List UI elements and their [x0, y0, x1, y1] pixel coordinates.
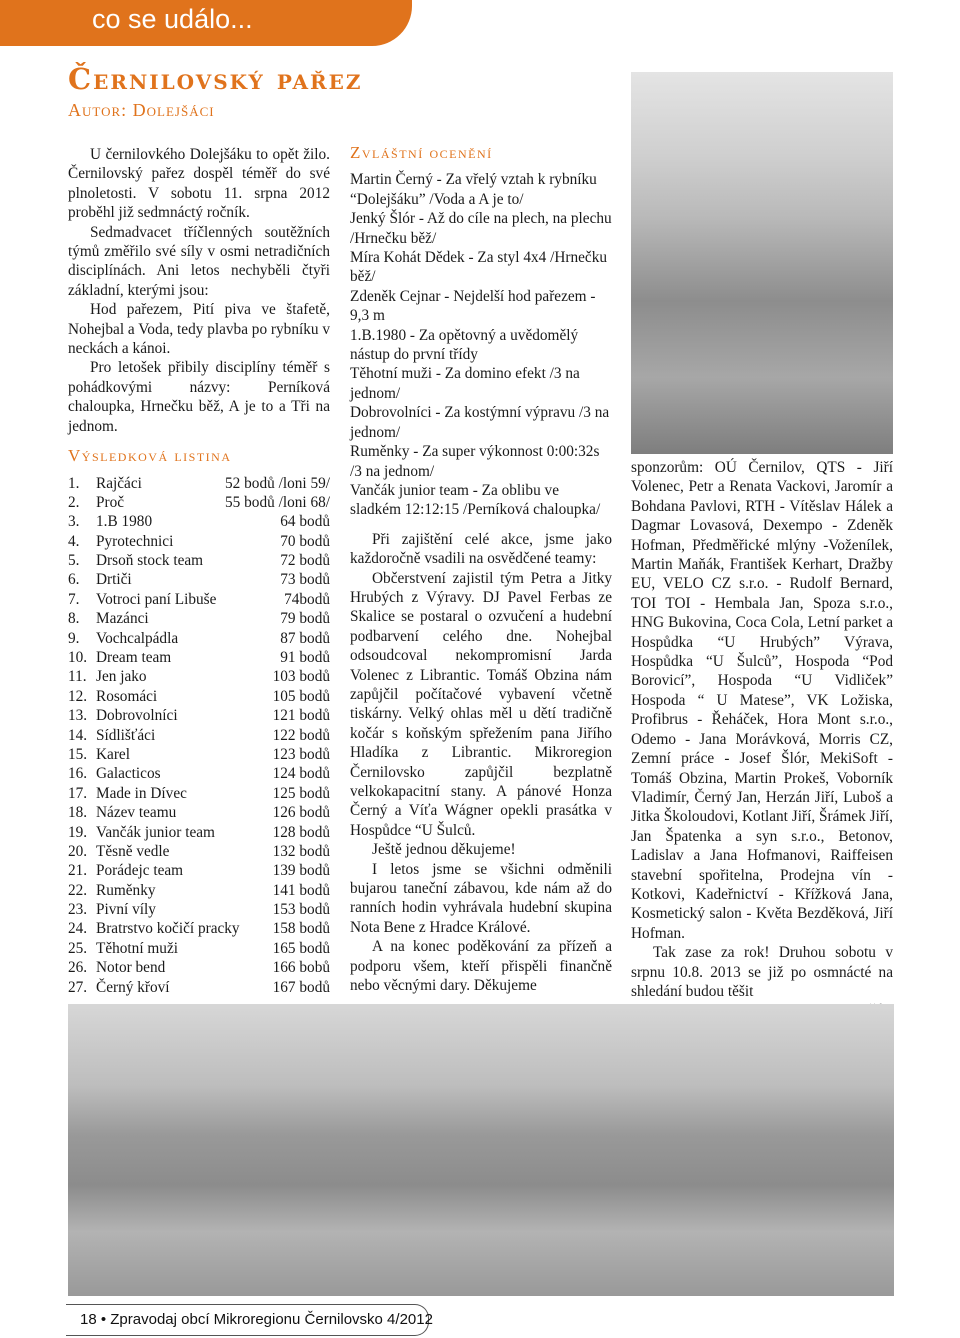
result-rank: 26. — [68, 959, 88, 977]
result-rank: 11. — [68, 668, 87, 686]
result-rank: 17. — [68, 784, 88, 802]
result-score: 123 bodů — [272, 745, 330, 763]
result-row — [68, 532, 330, 551]
result-score: 72 bodů — [280, 552, 330, 570]
result-score: 166 bobů — [272, 959, 330, 977]
result-rank: 3. — [68, 513, 80, 531]
result-score: 91 bodů — [280, 649, 330, 667]
result-score: 121 bodů — [272, 707, 330, 725]
award-entry: Martin Černý - Za vřelý vztah k rybníku “Dolejšáku” /Voda a A je to/ — [350, 171, 597, 208]
result-team: Drtiči — [96, 571, 132, 589]
result-rank: 18. — [68, 804, 88, 822]
result-team: Jen jako — [96, 668, 147, 686]
result-team: Notor bend — [96, 959, 166, 977]
result-rank: 13. — [68, 707, 88, 725]
closing-paragraph: Tak zase za rok! Druhou sobotu v srpnu 10.8. 2013 se již po osmnácté na shledání budou těšit — [631, 944, 893, 1000]
result-row — [68, 958, 330, 977]
award-entry: Ruměnky - Za super výkonnost 0:00:32s /3 na jednom/ — [350, 443, 600, 480]
result-row — [68, 784, 330, 803]
result-rank: 10. — [68, 649, 88, 667]
results-heading: Výsledková listina — [68, 446, 232, 466]
result-row — [68, 629, 330, 648]
result-score: 79 bodů — [280, 610, 330, 628]
result-row — [68, 512, 330, 531]
footer-text: 18 • Zpravodaj obcí Mikroregionu Černilovsko 4/2012 — [80, 1311, 433, 1328]
result-row — [68, 493, 330, 512]
result-row — [68, 842, 330, 861]
result-score: 73 bodů — [280, 571, 330, 589]
column-left — [68, 145, 330, 997]
article-title: Černilovský pařez — [68, 62, 363, 96]
results-list — [68, 474, 330, 998]
result-score: 128 bodů — [272, 823, 330, 841]
intro-paragraph: Sedmadvacet tříčlenných soutěžních týmů změřilo své síly v osmi netradičních disciplínách. Ani letos nechyběli čtyři základní, kterými jsou: — [68, 223, 330, 299]
result-team: Made in Dívec — [96, 784, 187, 802]
result-rank: 22. — [68, 881, 88, 899]
result-row — [68, 474, 330, 493]
result-rank: 19. — [68, 823, 88, 841]
result-row — [68, 667, 330, 686]
closing-paragraph: Občerstvení zajistil tým Petra a Jitky Hrubých z Výravy. DJ Pavel Ferbas ze Skalice se postaral o ozvučení a hudební podbarvení celého dne. Nohejbal odsoudcoval nekompromisní Jarda Volenec z Librantic. Tomáš Obzina nám zapůjčil počítačové vybavení včetně tiskárny. Velký ohlas měl u dětí tradičně kočár s koňským spřežením pana Jiřího Hladíka z Librantic. Mikroregion Černilovsko zapůjčil bezplatně velkokapacitní stany. A pánové Honza Černý a Víťa Wágner opekli prasátka v Hospůdce “U Šulců. — [350, 569, 612, 839]
intro-paragraph: Hod pařezem, Pití piva ve štafetě, Nohejbal a Voda, tedy plavba po rybníku v neckách a kánoi. — [68, 301, 330, 358]
result-rank: 24. — [68, 920, 88, 938]
result-rank: 16. — [68, 765, 88, 783]
result-score: 122 bodů — [272, 726, 330, 744]
result-score: 125 bodů — [272, 784, 330, 802]
result-rank: 25. — [68, 939, 88, 957]
result-score: 64 bodů — [280, 513, 330, 531]
result-row — [68, 570, 330, 589]
result-rank: 1. — [68, 474, 80, 492]
closing-paragraph: Při zajištění celé akce, jsme jako každoročně vsadili na osvědčené teamy: — [350, 530, 612, 568]
result-row — [68, 764, 330, 783]
photo-competition-field — [68, 1004, 894, 1296]
result-rank: 20. — [68, 842, 88, 860]
result-team: Rajčáci — [96, 474, 142, 492]
result-rank: 23. — [68, 901, 88, 919]
result-team: Pyrotechnici — [96, 532, 174, 550]
result-score: 70 bodů — [280, 532, 330, 550]
result-team: Proč — [96, 493, 125, 511]
result-team: Těhotní muži — [96, 939, 178, 957]
result-rank: 27. — [68, 978, 88, 996]
result-team: Galacticos — [96, 765, 161, 783]
page-footer — [66, 1304, 433, 1336]
awards-list — [350, 170, 612, 519]
award-entry: Dobrovolníci - Za kostýmní výpravu /3 na jednom/ — [350, 404, 610, 441]
result-rank: 9. — [68, 629, 80, 647]
result-team: Rosomáci — [96, 687, 158, 705]
award-entry: Těhotní muži - Za domino efekt /3 na jednom/ — [350, 365, 580, 402]
closing-paragraph: I letos jsme se všichni odměnili bujarou taneční zábavou, kde nám až do ranních hodin vyhrávala hudební skupina Nota Bene z Hradce Králové. — [350, 860, 612, 936]
result-team: 1.B 1980 — [96, 513, 153, 531]
awards-heading: Zvláštní ocenění — [350, 143, 493, 162]
result-score: 153 bodů — [272, 901, 330, 919]
result-team: Vochcalpádla — [96, 629, 179, 647]
result-score: 126 bodů — [272, 804, 330, 822]
result-team: Název teamu — [96, 804, 177, 822]
result-team: Pivní víly — [96, 901, 156, 919]
result-team: Černý křoví — [96, 978, 170, 996]
result-rank: 21. — [68, 862, 88, 880]
result-team: Porádejc team — [96, 862, 184, 880]
result-score: 165 bodů — [272, 939, 330, 957]
result-row — [68, 900, 330, 919]
result-row — [68, 609, 330, 628]
result-score: 74bodů — [284, 590, 330, 608]
result-row — [68, 803, 330, 822]
result-score: 105 bodů — [272, 687, 330, 705]
result-team: Ruměnky — [96, 881, 156, 899]
result-rank: 7. — [68, 590, 80, 608]
result-row — [68, 648, 330, 667]
award-entry: Vančák junior team - Za oblibu ve sladkém 12:12:15 /Perníková chaloupka/ — [350, 481, 601, 519]
section-header-tab — [0, 0, 412, 46]
article-author: Autor: Dolejšáci — [68, 100, 215, 120]
result-score: 103 bodů — [272, 668, 330, 686]
result-row — [68, 919, 330, 938]
result-rank: 12. — [68, 687, 88, 705]
result-rank: 14. — [68, 726, 88, 744]
result-row — [68, 590, 330, 609]
result-score: 132 bodů — [272, 842, 330, 860]
result-score: 141 bodů — [272, 881, 330, 899]
intro-paragraph: U černilovkého Dolejšáku to opět žilo. Černilovský pařez dospěl téměř do své plnoletosti. V sobotu 11. srpna 2012 proběhl již sedmnáctý ročník. — [68, 146, 330, 222]
result-rank: 2. — [68, 493, 80, 511]
section-label: co se událo... — [92, 4, 253, 34]
result-team: Drsoň stock team — [96, 552, 204, 570]
result-team: Dream team — [96, 649, 172, 667]
result-team: Těsně vedle — [96, 842, 170, 860]
photo-competition-table — [631, 72, 893, 454]
closing-paragraph: A na konec poděkování za přízeň a podporu všem, kteří přispěli finančně nebo věcnými dary. Děkujeme — [350, 938, 612, 995]
result-team: Sídlišťáci — [96, 726, 156, 744]
result-row — [68, 745, 330, 764]
result-score: 52 bodů /loni 59/ — [225, 474, 330, 492]
result-row — [68, 939, 330, 958]
result-row — [68, 861, 330, 880]
result-row — [68, 726, 330, 745]
result-score: 55 bodů /loni 68/ — [225, 493, 330, 511]
result-rank: 6. — [68, 571, 80, 589]
result-team: Bratrstvo kočičí pracky — [96, 920, 240, 938]
intro-paragraph: Pro letošek přibily disciplíny téměř s pohádkovými názvy: Perníková chaloupka, Hrnečku běž, A je to a Tři na jednom. — [68, 359, 330, 435]
result-team: Dobrovolníci — [96, 707, 178, 725]
column-right — [631, 458, 893, 1021]
award-entry: Míra Kohát Dědek - Za styl 4x4 /Hrnečku běž/ — [350, 249, 607, 286]
result-rank: 4. — [68, 532, 80, 550]
result-row — [68, 687, 330, 706]
award-entry: Jenký Šlór - Až do cíle na plech, na plechu /Hrnečku běž/ — [350, 210, 612, 247]
result-row — [68, 881, 330, 900]
closing-paragraph-continued: sponzorům: OÚ Černilov, QTS - Jiří Volenec, Petr a Renata Vackovi, Jaromír a Bohdana Pavlovi, RTH - Vítěslav Hálek a Dagmar Lovasová, Dexempo - Zdeněk Hofman, Předměřické mlýny -Voženílek, Martin Maňák, František Kerhart, Dražby EU, VELO CZ s.r.o. - Rudolf Bernard, TOI TOI - Hembala Jan, Spoza s.r.o., HNG Bukovina, Coca Cola, Letní parket a Hospůdka “U Hrubých” Výrava, Hospůdka “U Šulců”, Hospoda “Pod Borovicí”, Hospoda “U Vidliček” Hospoda “ U Matese”, VK Ložiska, Profibrus - Řeháček, Hora Mont s.r.o., Odemo - Jana Morávková, Morris CZ, Zemní práce - Josef Šlór, MekiSoft - Tomáš Obzina, Martin Prokeš, Voborník Vladimír, Černý Jan, Herzán Jiří, Luboš a Jitka Školoudovi, Kotlant Jiří, Šrámek Jiří, Jan Špatenka a syn s.r.o., Betonov, Ladislav a Jana Hofmanovi, Raiffeisen stavební spořitelna, Prodejna vín - Kotkovi, Kadeřnictví - Křížková Jana, Kosmetický salon - Květa Bezděková, Jiří Hofman. — [631, 459, 893, 942]
result-row — [68, 551, 330, 570]
result-rank: 5. — [68, 552, 80, 570]
result-row — [68, 706, 330, 725]
result-team: Vančák junior team — [96, 823, 215, 841]
result-team: Mazánci — [96, 610, 149, 628]
column-middle — [350, 143, 612, 995]
result-score: 167 bodů — [272, 978, 330, 996]
result-score: 139 bodů — [272, 862, 330, 880]
result-rank: 8. — [68, 610, 80, 628]
award-entry: Zdeněk Cejnar - Nejdelší hod pařezem - 9,3 m — [350, 287, 596, 325]
result-row — [68, 823, 330, 842]
result-row — [68, 978, 330, 997]
result-score: 87 bodů — [280, 629, 330, 647]
result-score: 158 bodů — [272, 920, 330, 938]
result-rank: 15. — [68, 745, 88, 763]
result-score: 124 bodů — [272, 765, 330, 783]
result-team: Votroci paní Libuše — [96, 590, 217, 608]
closing-paragraph: Ještě jednou děkujeme! — [372, 841, 516, 859]
result-team: Karel — [96, 745, 130, 763]
award-entry: 1.B.1980 - Za opětovný a uvědomělý nástup do první třídy — [350, 326, 579, 364]
